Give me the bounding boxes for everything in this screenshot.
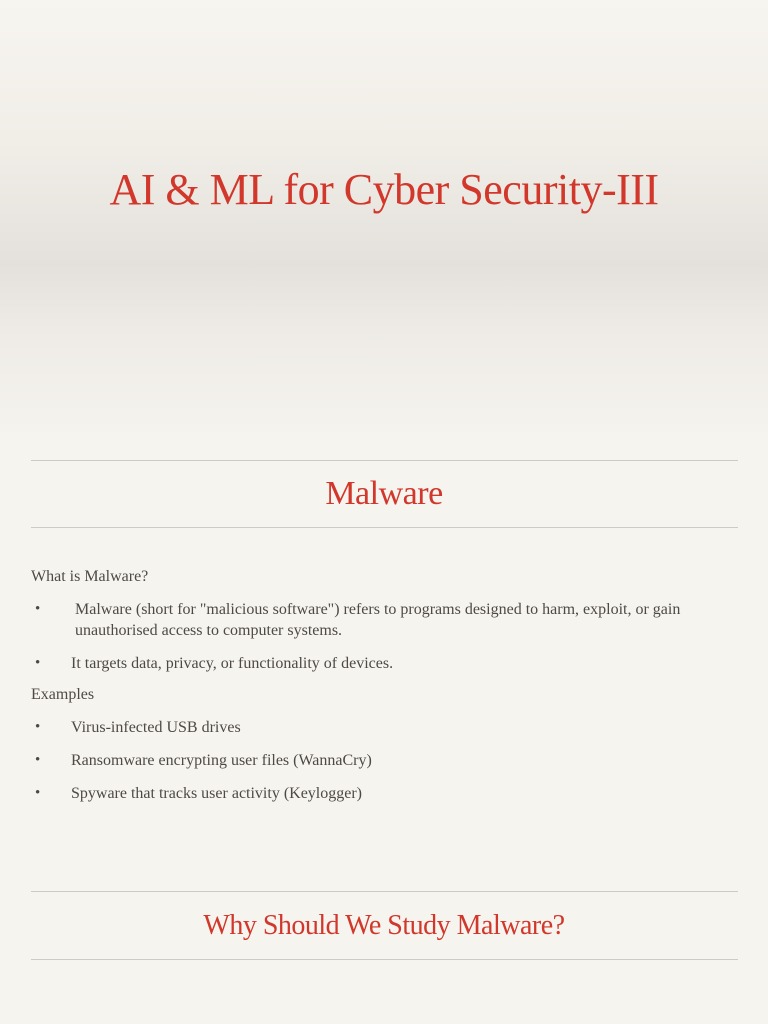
bullet-marker: • bbox=[35, 601, 41, 617]
example-item: Virus-infected USB drives bbox=[71, 719, 241, 736]
example-item: Ransomware encrypting user files (WannaCry) bbox=[71, 752, 372, 769]
bullet-marker: • bbox=[35, 785, 41, 801]
bullet-marker: • bbox=[35, 752, 41, 768]
bullet-marker: • bbox=[35, 719, 41, 735]
why-study-title: Why Should We Study Malware? bbox=[203, 910, 565, 941]
example-item: Spyware that tracks user activity (Keylogger) bbox=[71, 785, 363, 802]
slide-divider-top bbox=[31, 460, 738, 461]
main-title: AI & ML for Cyber Security-III bbox=[109, 165, 659, 214]
title-slide bbox=[0, 0, 768, 440]
malware-slide-title: Malware bbox=[325, 475, 443, 512]
title-underline bbox=[31, 959, 738, 960]
bullet-marker: • bbox=[35, 655, 41, 671]
definition-point: Malware (short for "malicious software") refers to programs designed to harm, exploit, or gain unauthorised access to computer systems. bbox=[75, 601, 681, 639]
title-underline bbox=[31, 527, 738, 528]
definition-point: It targets data, privacy, or functionality of devices. bbox=[71, 655, 394, 672]
malware-question: What is Malware? bbox=[31, 568, 149, 585]
examples-heading: Examples bbox=[31, 686, 95, 703]
slide-divider-bottom bbox=[31, 891, 738, 892]
